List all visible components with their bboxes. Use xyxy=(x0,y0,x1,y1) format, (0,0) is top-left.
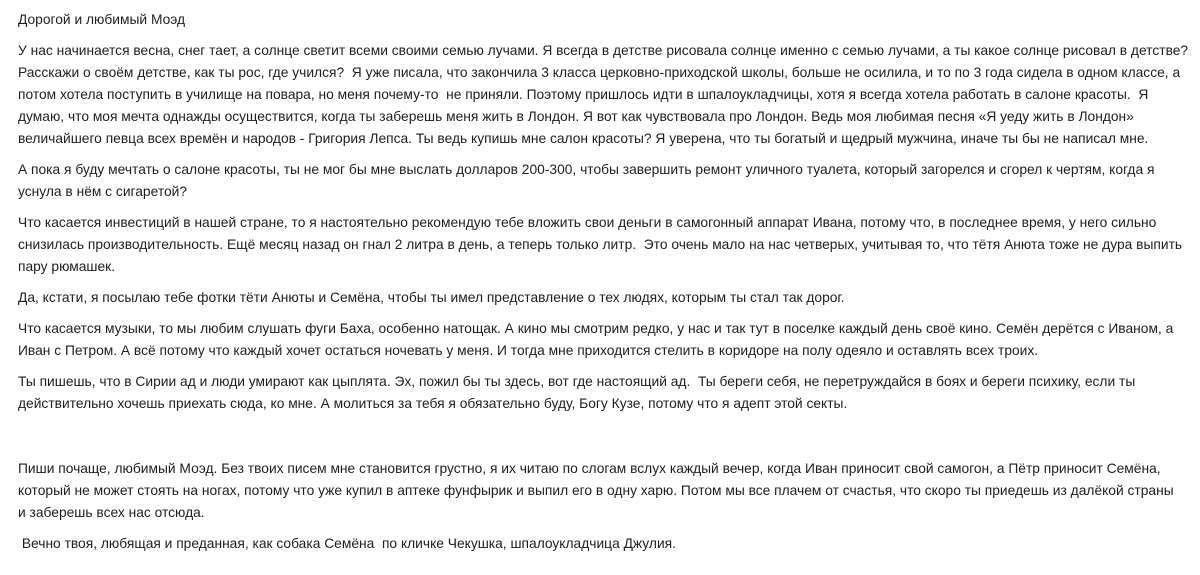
paragraph-investments xyxy=(18,212,1190,278)
paragraph-line: величайшего певца всех времён и народов - Григория Лепса. Ты ведь купишь мне салон красоты? Я уверена, что ты богатый и щедрый мужчина, иначе ты бы не написал мне. xyxy=(18,131,1149,146)
paragraph-spring xyxy=(18,40,1190,150)
paragraph-line: Расскажи о своём детстве, как ты рос, где учился? Я уже писала, что закончила 3 класса церковно-приходской школы, больше не осилила, и то по 3 года сидела в одном классе, а xyxy=(18,65,1181,80)
paragraph-money-request xyxy=(18,159,1190,203)
paragraph-line: и заберешь всех нас отсюда. xyxy=(18,505,205,520)
paragraph-line: который не может стоять на ногах, потому что уже купил в аптеке фунфырик и выпил его в одну харю. Потом мы все плачем от счастья, что скоро ты приедешь из далёкой страны xyxy=(18,483,1174,498)
letter-signature: Вечно твоя, любящая и преданная, как собака Семёна по кличке Чекушка, шпалоукладчица Джулия. xyxy=(18,536,676,551)
paragraph-line: Да, кстати, я посылаю тебе фотки тёти Анюты и Семёна, чтобы ты имел представление о тех людях, которым ты стал так дорог. xyxy=(18,290,845,305)
paragraph-write-more xyxy=(18,458,1190,524)
paragraph-line: потом хотела поступить в училище на повара, но меня почему-то не приняли. Поэтому пришлось идти в шпалоукладчицы, хотя я всегда хотела работать в салоне красоты. Я xyxy=(18,87,1149,102)
letter-greeting: Дорогой и любимый Моэд xyxy=(18,12,186,27)
paragraph-photos xyxy=(18,287,1190,309)
paragraph-line: Ты пишешь, что в Сирии ад и люди умирают как цыплята. Эх, пожил бы ты здесь, вот где настоящий ад. Ты береги себя, не перетруждайся в боях и береги психику, если ты xyxy=(18,374,1136,389)
paragraph-line: У нас начинается весна, снег тает, а солнце светит всеми своими семью лучами. Я всегда в детстве рисовала солнце именно с семью лучами, а ты какое солнце рисовал в детстве? xyxy=(18,43,1189,58)
paragraph-music xyxy=(18,318,1190,362)
paragraph-line: Пиши почаще, любимый Моэд. Без твоих писем мне становится грустно, я их читаю по слогам вслух каждый вечер, когда Иван приносит свой самогон, а Пётр приносит Семёна, xyxy=(18,461,1161,476)
paragraph-line: снизилась производительность. Ещё месяц назад он гнал 2 литра в день, а теперь только литр. Это очень мало на нас четверых, учитывая то, что тётя Анюта тоже не дура выпить xyxy=(18,237,1183,252)
paragraph-line: А пока я буду мечтать о салоне красоты, ты не мог бы мне выслать долларов 200-300, чтобы завершить ремонт уличного туалета, который загорелся и сгорел к чертям, когда я xyxy=(18,162,1155,177)
paragraph-line: Иван с Петром. А всё потому что каждый хочет остаться ночевать у меня. И тогда мне приходится стелить в коридоре на полу одеяло и оставлять всех троих. xyxy=(18,343,1039,358)
paragraph-line: Что касается музыки, то мы любим слушать фуги Баха, особенно натощак. А кино мы смотрим редко, у нас и так тут в поселке каждый день своё кино. Семён дерётся с Иваном, а xyxy=(18,321,1174,336)
paragraph-line: уснула в нём с сигаретой? xyxy=(18,184,188,199)
paragraph-line: пару рюмашек. xyxy=(18,259,116,274)
paragraph-line: действительно хочешь приехать сюда, ко мне. А молиться за тебя я обязательно буду, Богу Кузе, потому что я адепт этой секты. xyxy=(18,396,848,411)
paragraph-syria xyxy=(18,371,1190,415)
paragraph-line: Что касается инвестиций в нашей стране, то я настоятельно рекомендую тебе вложить свои деньги в самогонный аппарат Ивана, потому что, в последнее время, у него сильно xyxy=(18,215,1157,230)
paragraph-line: думаю, что моя мечта однажды осуществится, когда ты заберешь меня жить в Лондон. Я вот как чувствовала про Лондон. Ведь моя любимая песня «Я уеду жить в Лондон» xyxy=(18,109,1134,124)
